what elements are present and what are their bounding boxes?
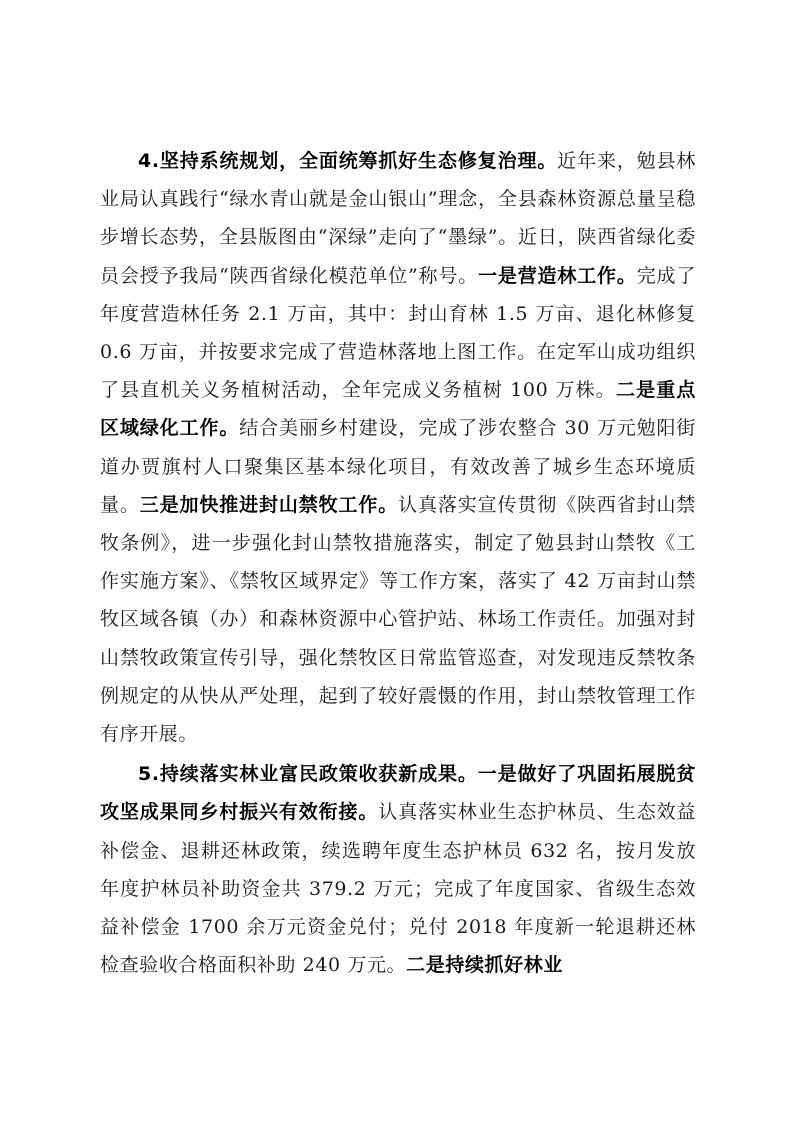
paragraph-5-heading: 5.持续落实林业富民政策收获新成果。一是做好了巩固拓展脱贫攻坚成果同乡村振兴有效衔接。 [100,763,696,824]
paragraph-4-intro-text: 近年来，勉县林业局认真践行“绿水青山就是金山银山”理念，全县森林资源总量呈稳步增长态势，全县版图由“深绿”走向了“墨绿”。近日，陕西省绿化委员会授予我局“陕西省绿化模范单位”称号。 [100,150,697,287]
grazing-ban-subheading: 三是加快推进封山禁牧工作。 [139,493,399,516]
paragraph-5-second-subheading: 二是持续抓好林业 [406,954,563,977]
greening-subheading: 二是重点区域绿化工作。 [100,379,696,440]
paragraph-4-heading: 4.坚持系统规划，全面统筹抓好生态修复治理。 [138,150,558,172]
greening-text: 结合美丽乡村建设，完成了涉农整合 30 万元勉阳街道办贾旗村人口聚集区基本绿化项目，有效改善了城乡生态环境质量。 [100,417,696,516]
paragraph-4 [100,142,696,753]
grazing-ban-text: 认真落实宣传贯彻《陕西省封山禁牧条例》，进一步强化封山禁牧措施落实，制定了勉县封山禁牧《工作实施方案》、《禁牧区域界定》等工作方案，落实了 42 万亩封山禁牧区域各镇（办）和森林资源中心管护站、林场工作责任。加强对封山禁牧政策宣传引导，强化禁牧区日常监管巡查，对发现违反禁牧条例规定的从快从严处理，起到了较好震慑的作用，封山禁牧管理工作有序开展。 [100,493,696,746]
afforestation-text: 完成了年度营造林任务 2.1 万亩，其中：封山育林 1.5 万亩、退化林修复 0.6 万亩，并按要求完成了营造林落地上图工作。在定军山成功组织了县直机关义务植树活动，全年完成义务植树 100 万株。 [100,264,696,402]
paragraph-5 [100,755,696,984]
document-body [100,142,696,986]
afforestation-subheading: 一是营造林工作。 [478,264,637,287]
paragraph-5-text: 认真落实林业生态护林员、生态效益补偿金、退耕还林政策，续选聘年度生态护林员 632 名，按月发放年度护林员补助资金共 379.2 万元；完成了年度国家、省级生态效益补偿金 1700 余万元资金兑付；兑付 2018 年度新一轮退耕还林检查验收合格面积补助 240 万元。 [100,801,696,977]
